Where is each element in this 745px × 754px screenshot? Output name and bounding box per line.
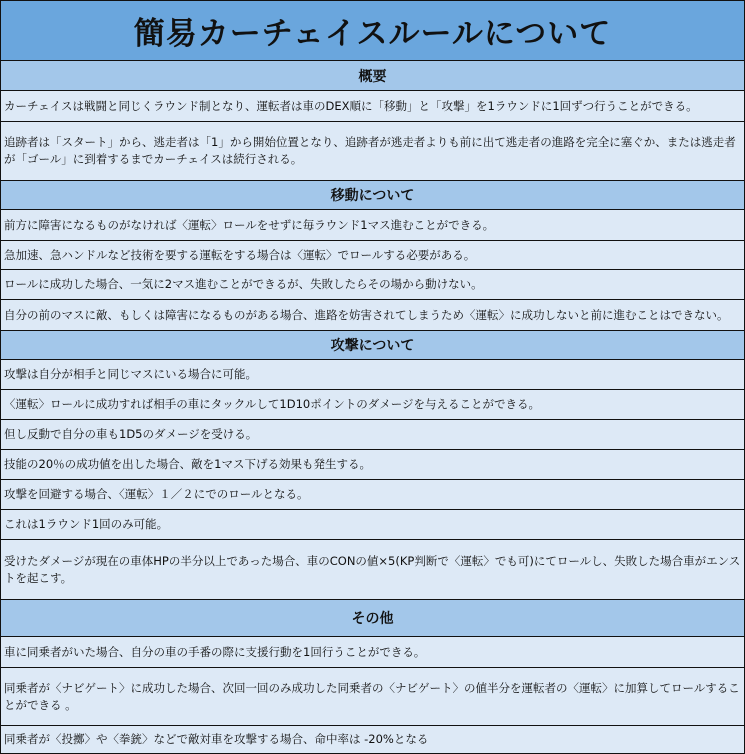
page-title: 簡易カーチェイスルールについて	[1, 1, 744, 61]
rule-row: 攻撃は自分が相手と同じマスにいる場合に可能。	[1, 360, 744, 390]
rule-row: 前方に障害になるものがなければ〈運転〉ロールをせずに毎ラウンド1マス進むことができる。	[1, 210, 744, 241]
rule-row: 自分の前のマスに敵、もしくは障害になるものがある場合、進路を妨害されてしまうため〈運転〉に成功しないと前に進むことはできない。	[1, 300, 744, 331]
rule-row: 同乗者が〈投擲〉や〈拳銃〉などで敵対車を攻撃する場合、命中率は -20%となる	[1, 726, 744, 754]
rule-row: 但し反動で自分の車も1D5のダメージを受ける。	[1, 420, 744, 450]
rule-row: 急加速、急ハンドルなど技術を要する運転をする場合は〈運転〉でロールする必要がある。	[1, 241, 744, 270]
rule-row: ロールに成功した場合、一気に2マス進むことができるが、失敗したらその場から動けない。	[1, 270, 744, 300]
rule-row: カーチェイスは戦闘と同じくラウンド制となり、運転者は車のDEX順に「移動」と「攻撃」を1ラウンドに1回ずつ行うことができる。	[1, 91, 744, 122]
rule-row: 攻撃を回避する場合、〈運転〉１／２にでのロールとなる。	[1, 480, 744, 510]
rule-row: 追跡者は「スタート」から、逃走者は「1」から開始位置となり、追跡者が逃走者よりも前に出て逃走者の進路を完全に塞ぐか、または逃走者が「ゴール」に到着するまでカーチェイスは続行される。	[1, 122, 744, 181]
section-heading-other: その他	[1, 600, 744, 637]
rule-row: 受けたダメージが現在の車体HPの半分以上であった場合、車のCONの値×5(KP判断で〈運転〉でも可)にてロールし、失敗した場合車がエンストを起こす。	[1, 540, 744, 600]
section-heading-overview: 概要	[1, 61, 744, 91]
rule-row: 〈運転〉ロールに成功すれば相手の車にタックルして1D10ポイントのダメージを与えることができる。	[1, 390, 744, 420]
rule-row: これは1ラウンド1回のみ可能。	[1, 510, 744, 540]
rule-row: 同乗者が〈ナビゲート〉に成功した場合、次回一回のみ成功した同乗者の〈ナビゲート〉の値半分を運転者の〈運転〉に加算してロールすることができる 。	[1, 668, 744, 726]
section-heading-movement: 移動について	[1, 181, 744, 210]
rule-row: 車に同乗者がいた場合、自分の車の手番の際に支援行動を1回行うことができる。	[1, 637, 744, 668]
section-heading-attack: 攻撃について	[1, 331, 744, 360]
rule-row: 技能の20％の成功値を出した場合、敵を1マス下げる効果も発生する。	[1, 450, 744, 480]
